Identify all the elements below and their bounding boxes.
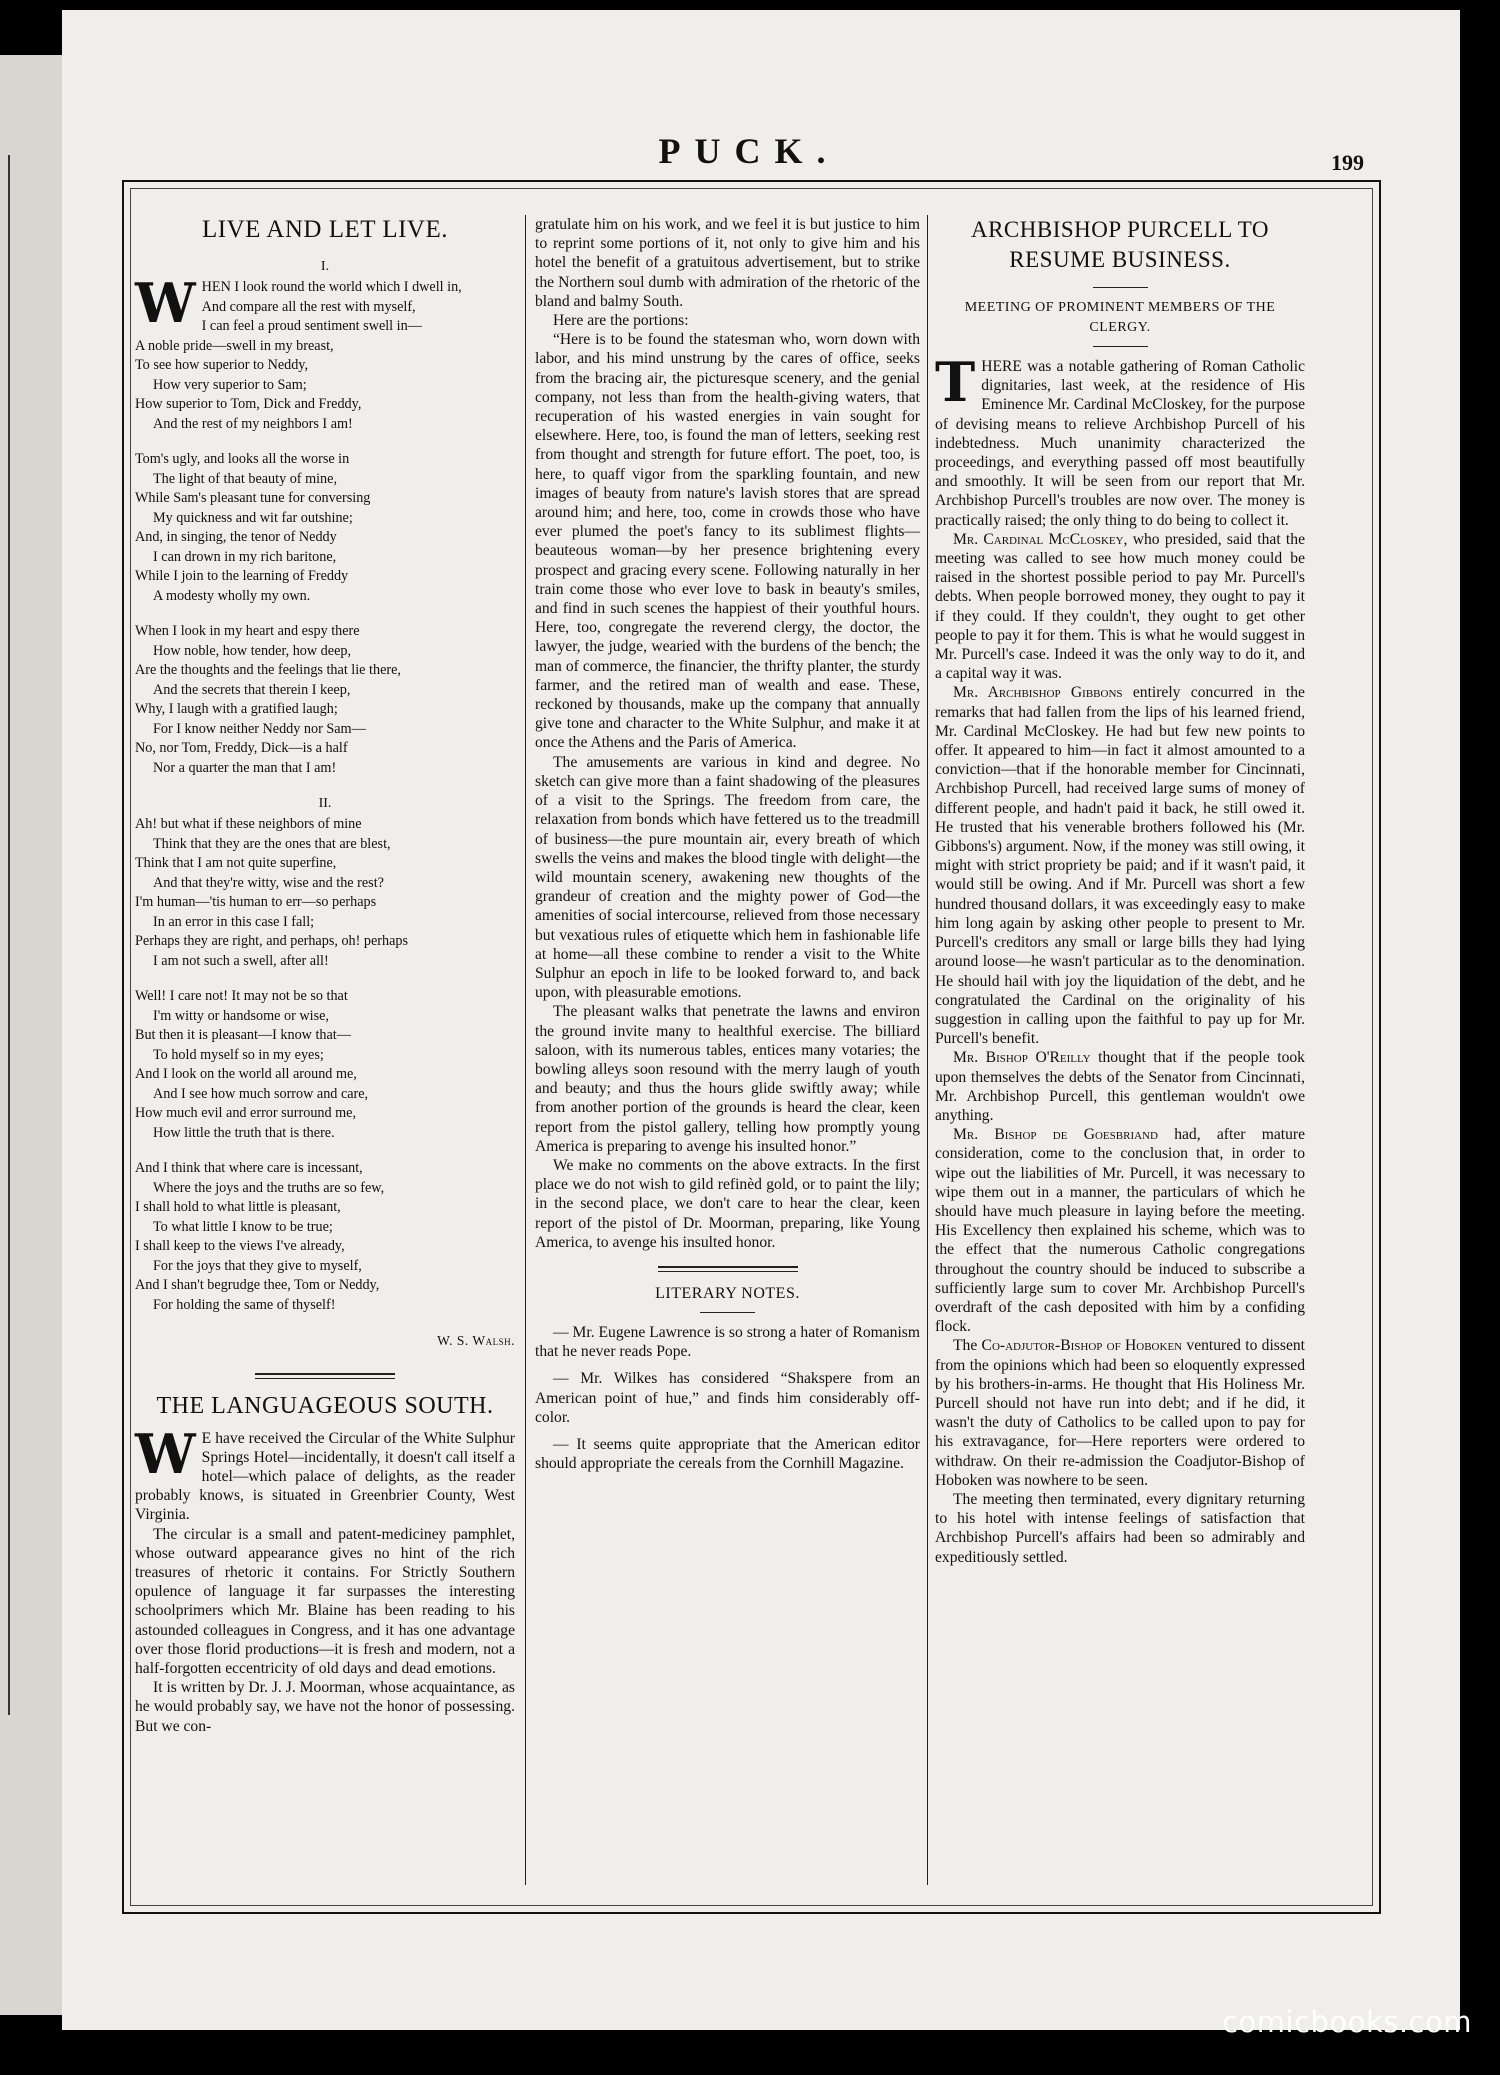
poem-line: I can drown in my rich baritone,: [153, 548, 337, 565]
poem-line: HEN I look round the world which I dwell in,: [201, 279, 462, 296]
poem-part-number: I.: [320, 259, 330, 274]
poem-line: For holding the same of thyself!: [153, 1296, 336, 1313]
article-paragraph: [935, 350, 1305, 530]
poem-line: To hold myself so in my eyes;: [153, 1046, 324, 1063]
poem-signature: W. S. Walsh.: [437, 1333, 515, 1349]
poem-line: For I know neither Neddy nor Sam—: [153, 720, 366, 737]
section-heading: LITERARY NOTES.: [655, 1284, 800, 1302]
poem-line: And that they're witty, wise and the rest?: [153, 874, 384, 891]
article-paragraph: [935, 683, 1305, 1048]
poem-stanza: [135, 450, 515, 606]
poem-line: Perhaps they are right, and perhaps, oh! perhaps: [135, 933, 409, 950]
literary-note: — Mr. Eugene Lawrence is so strong a hater of Romanism that he never reads Pope.: [535, 1323, 920, 1361]
article-paragraph: Here are the portions:: [553, 312, 689, 330]
poem-line: And, in singing, the tenor of Neddy: [135, 529, 337, 546]
poem-line: While Sam's pleasant tune for conversing: [135, 490, 371, 507]
poem-line: Think that they are the ones that are blest,: [153, 835, 391, 852]
poem-line: And the secrets that therein I keep,: [153, 681, 351, 698]
article-title: THE LANGUAGEOUS SOUTH.: [156, 1392, 494, 1419]
article-paragraph: [935, 1336, 1305, 1490]
column-2: [535, 215, 920, 1895]
paragraph-text: HERE was a notable gathering of Roman Catholic dignitaries, last week, at the residence of His Eminence Mr. Cardinal McCloskey, for the purpose of devising means to relieve Archbishop Purcell of his indebtedness. Much unanimity characterized the proceedings, and everything passed off most beautifully and smoothly. It will be seen from our report that Mr. Archbishop Purcell's troubles are now over. The money is practically raised; the only thing to do being to collect it.: [935, 358, 1305, 529]
article-paragraph: [935, 530, 1305, 684]
poem-stanza: [135, 1159, 515, 1315]
paragraph-text: entirely concurred in the remarks that had fallen from the lips of his learned friend, Mr. Cardinal McCloskey. He had but few new points to offer. It appeared to him—in fact it almost amounted to a conviction—that if the honorable member for Cincinnati, Archbishop Purcell, had received large sums of money of different people, and hadn't paid it back, he still owed it. He trusted that his venerable brothers followed his (Mr. Gibbons's) argument. Now, if the money was still owing, it might with strict propriety be paid; and if it wasn't paid, it would still be owing. And if Mr. Purcell was short a few hundred thousand dollars, it was exceedingly easy to make him long again by asking other people to present to Mr. Purcell's creditors any small or large bills they had lying around loose—he wasn't particular as to the denomination. He should hail with joy the liquidation of the debt, and he congratulated the Cardinal on the originality of his suggestion in calling upon the faithful to pay up for Mr. Purcell's benefit.: [935, 684, 1305, 1048]
poem-line: But then it is pleasant—I know that—: [135, 1027, 351, 1044]
poem-line: And I think that where care is incessant,: [135, 1160, 363, 1177]
poem-line: I am not such a swell, after all!: [153, 952, 329, 969]
poem-line: How much evil and error surround me,: [135, 1105, 357, 1122]
poem-line: While I join to the learning of Freddy: [135, 568, 349, 585]
section-divider: [255, 1373, 395, 1379]
paragraph-text: The: [953, 1337, 982, 1355]
literary-note: — It seems quite appropriate that the American editor should appropriate the cereals from the Cornhill Magazine.: [535, 1435, 920, 1473]
poem-part-number: II.: [318, 796, 332, 812]
short-rule: [1093, 287, 1148, 288]
poem-line: For the joys that they give to myself,: [153, 1257, 362, 1274]
speaker-name: Co-adjutor-Bishop of Hoboken: [981, 1337, 1183, 1355]
page-number: 199: [1331, 150, 1364, 175]
column-rule: [525, 215, 526, 1885]
paragraph-text: ventured to dissent from the opinions which had been so eloquently expressed by his brothers-in-arms. He thought that His Holiness Mr. Purcell should not have run into debt; and if he did, it wasn't the duty of Catholics to be called upon to pay for his extravagance, for—Here reporters were ordered to withdraw. On their re-admission the Coadjutor-Bishop of Hoboken was nowhere to be seen.: [935, 1337, 1305, 1489]
poem-stanza: [135, 987, 515, 1143]
drop-cap: T: [935, 350, 976, 414]
poem-line: And the rest of my neighbors I am!: [153, 415, 353, 432]
speaker-name: Mr. Archbishop Gibbons: [953, 684, 1123, 702]
article-paragraph: [935, 1048, 1305, 1125]
previous-page-edge: [0, 55, 65, 2015]
poem-line: How little the truth that is there.: [153, 1124, 335, 1141]
short-rule: [700, 1312, 755, 1313]
article-subtitle: MEETING OF PROMINENT MEMBERS OF THE CLERGY.: [964, 300, 1276, 335]
speaker-name: Mr. Bishop de Goesbriand: [953, 1126, 1158, 1144]
poem-line: Think that I am not quite superfine,: [135, 855, 337, 872]
article-paragraph: The amusements are various in kind and degree. No sketch can give more than a faint shadowing of the pleasures of a visit to the Springs. The freedom from care, the relaxation from bonds which have fettered us to the treadmill of business—the pure mountain air, every breath of which swells the veins and makes the blood tingle with delight—the wild mountain scenery, awakening new thoughts of the grandeur of creation and the mighty power of God—the amenities of social intercourse, relieved from those necessary but vexatious rules of etiquette which hem in fashionable life at home—all these combine to render a visit to the White Sulphur an epoch in life to be looked forward to, and back upon, with pleasurable emotions.: [535, 753, 920, 1002]
poem-line: The light of that beauty of mine,: [153, 470, 337, 487]
article-paragraph: We make no comments on the above extracts. In the first place we do not wish to gild refinèd gold, or to paint the lily; in the second place, we don't care to hear the clear, keen report of the pistol of Dr. Moorman, preparing, like Young America, to avenge his insulted honor.: [535, 1156, 920, 1251]
article-paragraph: [935, 1125, 1305, 1336]
poem-body: [135, 271, 515, 1315]
speaker-name: Mr. Cardinal McCloskey,: [953, 530, 1128, 548]
short-rule: [1093, 346, 1148, 347]
poem-line: Are the thoughts and the feelings that lie there,: [135, 662, 401, 679]
poem-line: To see how superior to Neddy,: [135, 357, 309, 374]
article-paragraph: “Here is to be found the statesman who, worn down with labor, and his mind unstrung by the cares of office, seeks from the bracing air, the picturesque scenery, and the genial company, not less than from the health-giving waters, that recuperation of his wasted energies in vain sought for elsewhere. Here, too, is found the man of letters, seeking rest from thought and strength for future effort. The poet, too, is here, to quaff vigor from the sparkling fountain, and new images of beauty from nature's lavish stores that are spread around him; and here, too, come in crowds those who have ever plumed the poet's fancy to its sublimest flights—beauteous woman—by her presence brightening every prospect and gracing every scene. Following naturally in her train come those who ever love to bask in beauty's smiles, and find in such scenes the happiest of their youthful hours. Here, too, congregate the reverend clergy, the doctor, the lawyer, the judge, wearied with the burdens of the bench; the man of commerce, the financier, the thrifty planter, the sturdy farmer, and the retired man of wealth and ease. These, reckoned by thousands, make up the company that annually give tone and character to the White Sulphur, and make it at once the Athens and the Paris of America.: [535, 331, 920, 752]
section-divider: [658, 1266, 798, 1272]
poem-line: My quickness and wit far outshine;: [153, 509, 353, 526]
column-3: [935, 215, 1305, 1895]
article-paragraph: gratulate him on his work, and we feel it is but justice to him to reprint some portions of it, not only to give him and his hotel the benefit of a gratuitous advertisement, but to strike the Northern soul dumb with admiration of the rhetoric of the bland and balmy South.: [535, 216, 920, 310]
poem-line: I can feel a proud sentiment swell in—: [201, 318, 422, 335]
article-paragraph: The circular is a small and patent-mediciney pamphlet, whose outward appearance gives no hint of the rich treasures of rhetoric it contains. For Strictly Southern opulence of language it far surpasses the interesting schoolprimers which Mr. Blaine has been reading to his astounded colleagues in Congress, and it has one advantage over those florid productions—it is fresh and modern, not a half-forgotten eccentricity of old days and dead emotions.: [135, 1525, 515, 1678]
article-paragraph: [135, 1421, 515, 1525]
poem-line: I'm witty or handsome or wise,: [153, 1007, 329, 1024]
article-paragraph: The pleasant walks that penetrate the lawns and environ the ground invite many to healthful exercise. The billiard saloon, with its numerous tables, entices many votaries; the bowling alleys soon resound with the merry laugh of youth and beauty; and thus the hours glide swiftly away; while from another portion of the grounds is heard the clear, keen report from the pistol gallery, telling how promptly young America is preparing to avenge his insulted honor.”: [535, 1003, 920, 1155]
poem-line: I'm human—'tis human to err—so perhaps: [135, 894, 377, 911]
poem-line: Why, I laugh with a gratified laugh;: [135, 701, 338, 718]
article-title: ARCHBISHOP PURCELL TO RESUME BUSINESS.: [970, 217, 1270, 272]
drop-cap: W: [135, 1421, 196, 1486]
poem-stanza: [135, 271, 515, 434]
poem-line: And I look on the world all around me,: [135, 1066, 357, 1083]
poem-stanza: [135, 622, 515, 778]
poem-line: Ah! but what if these neighbors of mine: [135, 816, 362, 833]
literary-note: — Mr. Wilkes has considered “Shakspere from an American point of hue,” and finds him considerably off-color.: [535, 1370, 920, 1426]
article-paragraph: The meeting then terminated, every dignitary returning to his hotel with intense feelings of satisfaction that Archbishop Purcell's affairs had been so admirably and expeditiously settled.: [935, 1490, 1305, 1566]
poem-line: Tom's ugly, and looks all the worse in: [135, 451, 350, 468]
poem-line: How noble, how tender, how deep,: [153, 642, 352, 659]
poem-line: To what little I know to be true;: [153, 1218, 333, 1235]
poem-line: Well! I care not! It may not be so that: [135, 988, 348, 1005]
poem-title: LIVE AND LET LIVE.: [202, 216, 448, 243]
poem-line: In an error in this case I fall;: [153, 913, 315, 930]
article-paragraph: It is written by Dr. J. J. Moorman, whose acquaintance, as he would probably say, we have not the honor of possessing. But we con-: [135, 1679, 515, 1735]
poem-line: Nor a quarter the man that I am!: [153, 759, 337, 776]
poem-line: How very superior to Sam;: [153, 376, 307, 393]
poem-line: When I look in my heart and espy there: [135, 623, 360, 640]
column-1: [135, 215, 515, 1895]
poem-line: A modesty wholly my own.: [153, 587, 311, 604]
poem-line: And I see how much sorrow and care,: [153, 1085, 369, 1102]
speaker-name: Mr. Bishop O'Reilly: [953, 1049, 1091, 1067]
drop-cap: W: [135, 271, 196, 336]
poem-line: I shall keep to the views I've already,: [135, 1238, 345, 1255]
poem-line: And I shan't begrudge thee, Tom or Neddy,: [135, 1277, 380, 1294]
poem-line: No, nor Tom, Freddy, Dick—is a half: [135, 740, 348, 757]
paragraph-text: had, after mature consideration, come to the conclusion that, in order to wipe out the liabilities of Mr. Purcell, it was necessary to wipe them out in a manner, the particulars of which he should have much pleasure in laying before the meeting. His Excellency then explained his scheme, which was to the effect that the numerous Catholic congregations throughout the country should be induced to subscribe a sufficiently large sum to cover Mr. Archbishop Purcell's overdraft of the cash deposited with him by a confiding flock.: [935, 1126, 1306, 1336]
poem-line: I shall hold to what little is pleasant,: [135, 1199, 341, 1216]
poem-line: Where the joys and the truths are so few,: [153, 1179, 385, 1196]
poem-line: And compare all the rest with myself,: [201, 298, 416, 315]
poem-stanza: [135, 815, 515, 971]
poem-line: A noble pride—swell in my breast,: [135, 337, 334, 354]
paragraph-text: who presided, said that the meeting was called to see how much money could be raised in the shortest possible period to pay Mr. Purcell's debts. When people borrowed money, they ought to pay it if they could. If they couldn't, they ought to get other people to pay it for them. This is what he would suggest in Mr. Purcell's case. Indeed it was the only way to do it, and a capital way it was.: [935, 530, 1305, 683]
paragraph-text: E have received the Circular of the White Sulphur Springs Hotel—incidentally, it doesn't call itself a hotel—which palace of delights, as the reader probably knows, is situated in Greenbrier County, West Virginia.: [135, 1429, 515, 1524]
watermark: comicbooks.com: [1222, 2005, 1472, 2039]
paragraph-text: thought that if the people took upon themselves the debts of the Senator from Cincinnati, Mr. Archbishop Purcell, this gentleman wouldn't owe anything.: [935, 1049, 1305, 1124]
masthead-title: PUCK.: [658, 131, 840, 171]
poem-line: How superior to Tom, Dick and Freddy,: [135, 396, 362, 413]
column-rule: [927, 215, 928, 1885]
